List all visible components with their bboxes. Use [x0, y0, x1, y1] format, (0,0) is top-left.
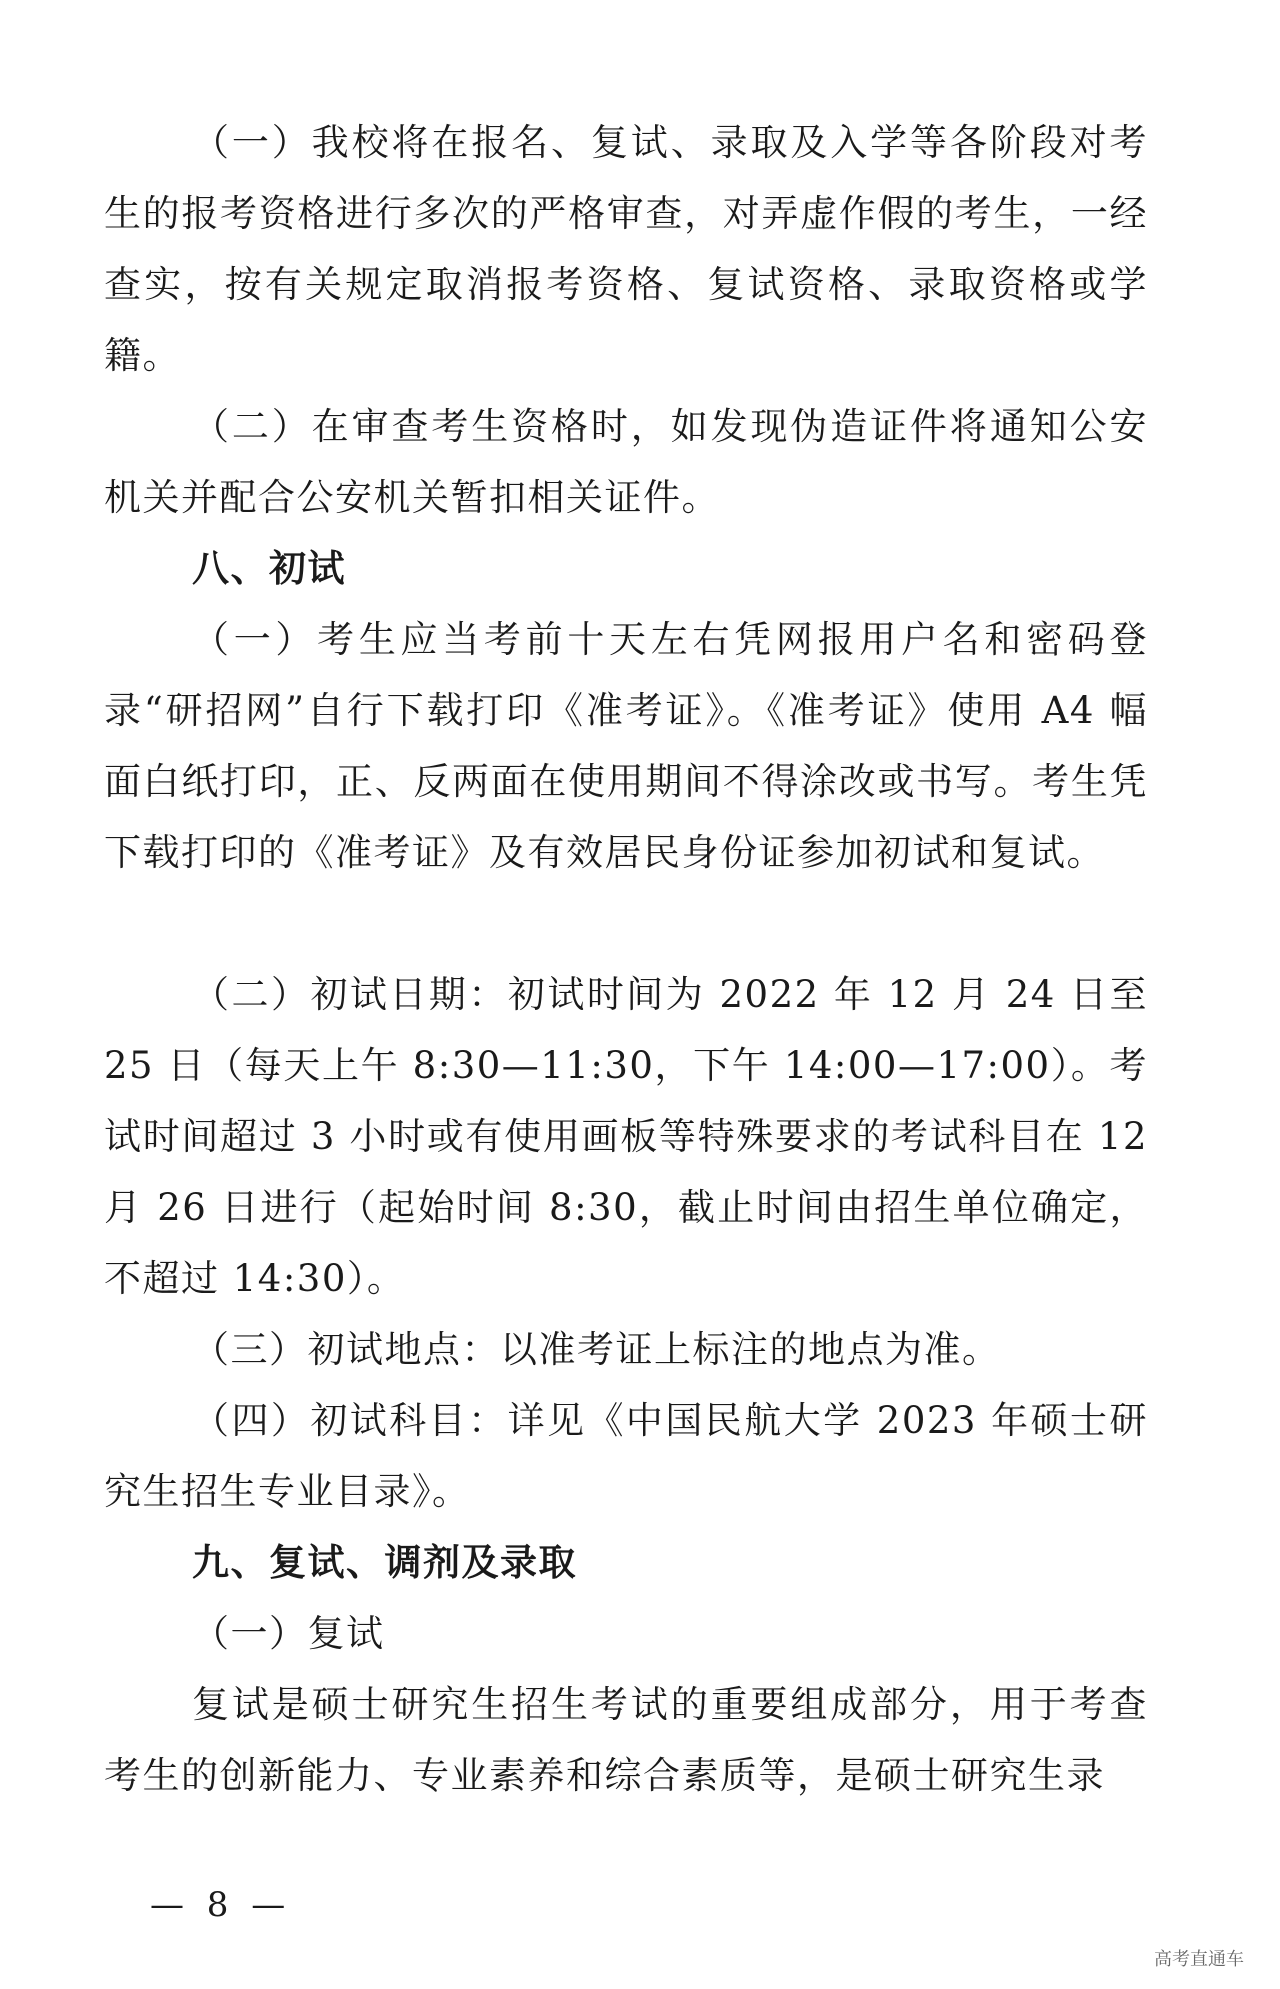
watermark-text: 高考直通车 — [1154, 1949, 1244, 1970]
paragraph-exam-location: （三）初试地点：以准考证上标注的地点为准。 — [192, 1328, 1001, 1371]
paragraph-forged-documents: （二）在审查考生资格时，如发现伪造证件将通知公安机关并配合公安机关暂扣相关证件。 — [104, 405, 1148, 519]
paragraph-qualification-review: （一）我校将在报名、复试、录取及入学等各阶段对考生的报考资格进行多次的严格审查，对弄虚作假的考生，一经查实，按有关规定取消报考资格、复试资格、录取资格或学籍。 — [104, 121, 1148, 377]
section-heading-retest-adjustment-admission: 九、复试、调剂及录取 — [192, 1541, 577, 1584]
paragraph-admission-ticket: （一）考生应当考前十天左右凭网报用户名和密码登录“研招网”自行下载打印《准考证》。《准考证》使用 A4 幅面白纸打印，正、反两面在使用期间不得涂改或书写。考生凭下载打印的《准考证》及有效居民身份证参加初试和复试。 — [104, 618, 1148, 874]
paragraph-exam-dates: （二）初试日期：初试时间为 2022 年 12 月 24 日至 25 日（每天上午 8:30—11:30，下午 14:00—17:00）。考试时间超过 3 小时或有使用画板等特殊要求的考试科目在 12 月 26 日进行（起始时间 8:30，截止时间由招生单位确定，不超过 14:30）。 — [104, 973, 1148, 1300]
paragraph-exam-subjects: （四）初试科目：详见《中国民航大学 2023 年硕士研究生招生专业目录》。 — [104, 1399, 1148, 1513]
section-heading-preliminary-exam: 八、初试 — [192, 547, 346, 590]
paragraph-retest-description: 复试是硕士研究生招生考试的重要组成部分，用于考查考生的创新能力、专业素养和综合素质等，是硕士研究生录 — [104, 1683, 1148, 1797]
page-number: — 8 — — [150, 1885, 292, 1925]
subsection-title-retest: （一）复试 — [192, 1612, 385, 1655]
